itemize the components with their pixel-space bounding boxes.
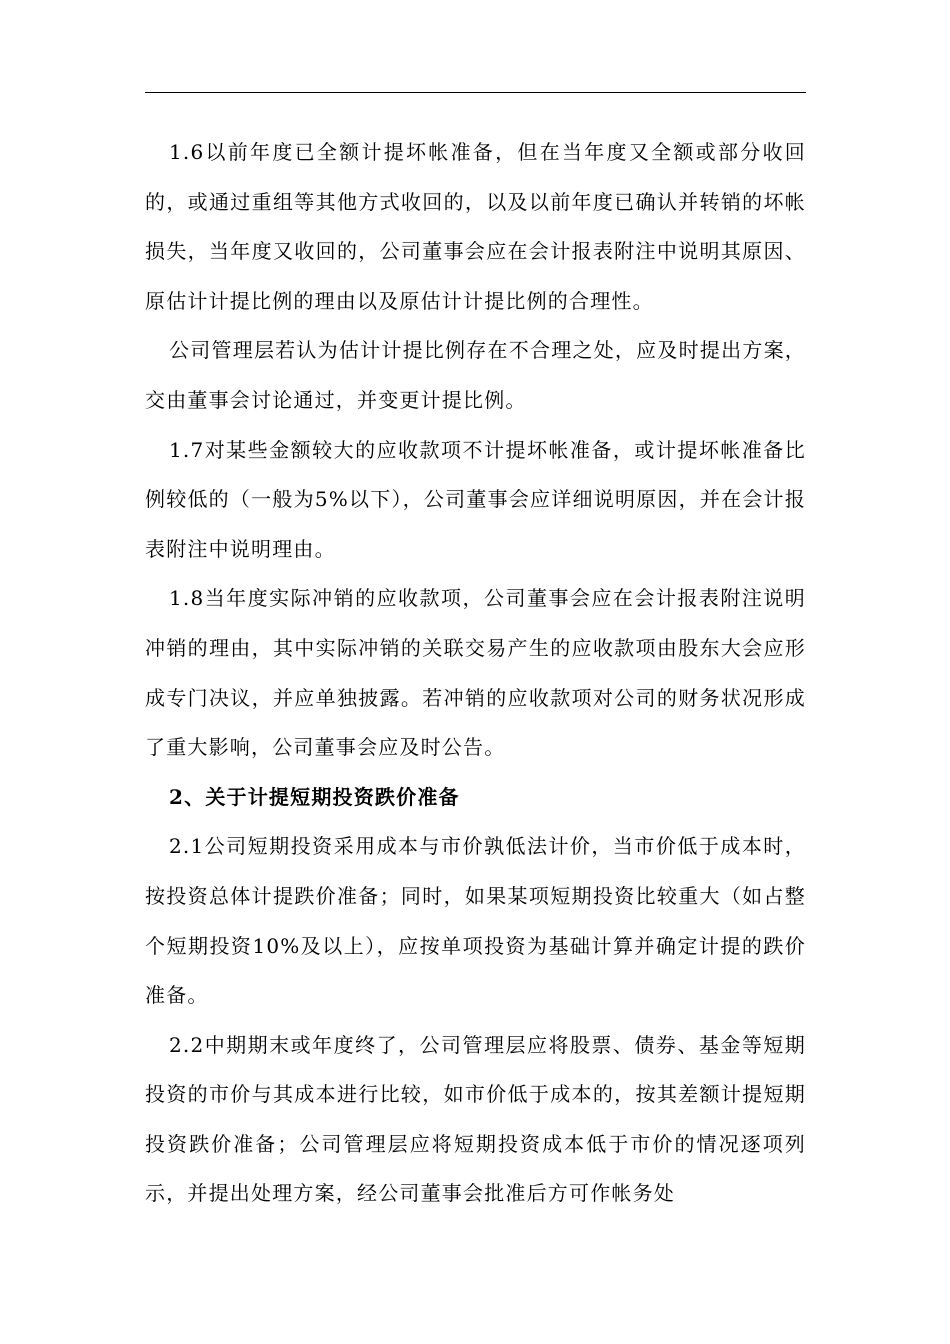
paragraph-1-7: 1.7对某些金额较大的应收款项不计提坏帐准备，或计提坏帐准备比例较低的（一般为5%以下），公司董事会应详细说明原因，并在会计报表附注中说明理由。 — [145, 437, 806, 561]
paragraph-1-8: 1.8当年度实际冲销的应收款项，公司董事会应在会计报表附注说明冲销的理由，其中实际冲销的关联交易产生的应收款项由股东大会应形成专门决议，并应单独披露。若冲销的应收款项对公司的财务状况形成了重大影响，公司董事会应及时公告。 — [145, 586, 806, 760]
paragraph-management-adjustment: 公司管理层若认为估计计提比例存在不合理之处，应及时提出方案，交由董事会讨论通过，并变更计提比例。 — [145, 338, 806, 412]
paragraph-2-2: 2.2中期期末或年度终了，公司管理层应将股票、债券、基金等短期投资的市价与其成本进行比较，如市价低于成本的，按其差额计提短期投资跌价准备；公司管理层应将短期投资成本低于市价的情况逐项列示，并提出处理方案，经公司董事会批准后方可作帐务处 — [145, 1032, 806, 1206]
section-heading-2: 2、关于计提短期投资跌价准备 — [169, 784, 460, 809]
paragraph-1-6: 1.6以前年度已全额计提坏帐准备，但在当年度又全额或部分收回的，或通过重组等其他方式收回的，以及以前年度已确认并转销的坏帐损失，当年度又收回的，公司董事会应在会计报表附注中说明其原因、原估计计提比例的理由以及原估计计提比例的合理性。 — [145, 140, 806, 313]
header-rule — [145, 92, 806, 93]
document-body — [145, 128, 806, 1219]
paragraph-2-1: 2.1公司短期投资采用成本与市价孰低法计价，当市价低于成本时，按投资总体计提跌价准备；同时，如果某项短期投资比较重大（如占整个短期投资10%及以上），应按单项投资为基础计算并确定计提的跌价准备。 — [145, 834, 806, 1008]
